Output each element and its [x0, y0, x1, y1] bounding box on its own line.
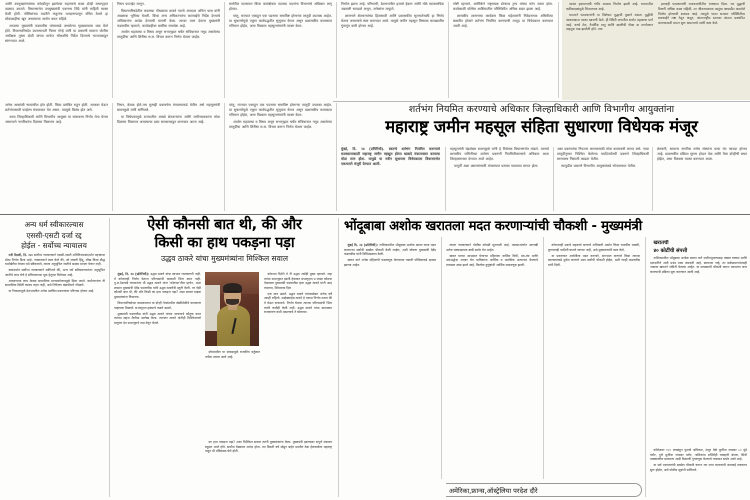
paragraph: आपल्या मुख्यमंत्री फडणवीस यांच्याकडे असलेल्या गृहखात्यावर जळ केले होते. विधानपरिषदेत उपसभापती निलम गोऱ्हे यांनी या प्रकरणी सातारा पोलीस अधीक्षक तुषार दोशी यांच्या मार्फत चौकशीचे निर्देश दिल्याचे भाजपाकडून सांगण्यात आले. [5, 23, 108, 43]
column-divider [652, 147, 653, 211]
lead-body-column [450, 147, 549, 211]
column-divider [448, 2, 449, 98]
headline-line: किसी का हाथ पकड़ना पड़ा [154, 235, 295, 251]
paragraph: आयोग महत्वाचा व विषय असून सभागृहात चर्चेत संविधानात नमूद असलेल्या तरतुदींचा आणि शिरीषा स.स. विचार करून निर्णय घेतला जाईल. [229, 119, 332, 129]
headline-line: अन्य धर्म स्वीकारल्यास [24, 220, 84, 229]
paragraph: या सर्व मालमत्तांची सखोल चौकशी करून त्या जप्त करण्याची कारवाई लवकरच सुरू होईल, असे पोलीस सूत्रांनी सांगितले. [650, 463, 747, 472]
paragraph: दोघांमधील या संवादामुळे राजकीय वर्तुळात चर्चेला उधाण आले आहे. [205, 350, 260, 359]
paragraph: त्यापुढील प्रकरणे विभागीय आयुक्तांकडे सोपवण्यात येतील. [561, 163, 637, 168]
sc-st-body-column [5, 253, 105, 497]
sc-st-story-headline-block [4, 220, 104, 252]
paragraph: मुंबई, दि. २४ (प्रतिनिधी). स्वतःचे शर्तभंग नियमित करण्याचे कामकाजासाठी महाराष्ट्र जमीन महसूल होत्या खासदे मंत्रालयावर कामाचा मोठा ताण होता. यामुळे या नवीन सुधारणा विधेयकाला विधानसभेत एकमताने मंजुरी देण्यात आली. [341, 147, 440, 166]
paragraph: परंतु, राज्यात एकाहून एक पदनामा समाविष्ट होणाऱ्या तरतुदी उपलब्ध आहेत. या सुधारणेमुळे एकूण कार्यपद्धतीत सुसूत्रता येणार असून प्रशासकीय कामकाज गतिमान होईल, असा विश्वास महसूलमंत्र्यांनी व्यक्त केला. [229, 13, 332, 28]
lead-body-column [557, 147, 649, 211]
boxed-subhead-text: अमेरिका,फ्रान्स,ऑस्ट्रेलिया परदेश दौरे [449, 487, 538, 495]
paragraph: परंतु, राज्यात एकाहून एक पदनामा समाविष्ट होणाऱ्या तरतुदी उपलब्ध आहेत. या सुधारणेमुळे एकूण कार्यपद्धतीत सुसूत्रता येणार असून प्रशासकीय कामकाज गतिमान होईल, असा विश्वास महसूलमंत्र्यांनी व्यक्त केला. [229, 103, 332, 117]
paragraph: का हाथ पकड़ना पड़ा? अशा मिश्किल सवाल त्यांनी मुख्यमंत्र्यांना केला. मुख्यमंत्री झाल्यावर संपूर्ण मंत्रालय बहुमत आले होते. सर्वांचा वेड्यावर आनंद होता. त्या दिवशी वर्ष सोडून बाहेर मदतीत ठेवा हेलकावेला महाराष्ट्र पाहून मी मंत्रिमंडळ मेले होती. [205, 440, 332, 454]
hindi-body-column [205, 440, 332, 497]
paragraph: मुंबई दि. २३ (प्रतिनिधी): नाशिकमधील भोंदूबाबा अशोक खरात याला मदत करणाऱ्या सर्वांची सखोल चौकशी केली जाईल, अशी घोषणा मुख्यमंत्री देवेंद्र फडणवीस यांनी विधिमंडळात केली. [344, 243, 436, 257]
paragraph: एक मात्र उमाते. उद्धव ठाकरे वांध्यासोबत अनेक वर्षे आम्ही राहिलो. साहेबसाहेब ठाकरे हे एकदा निर्णय ठरला की ते घेऊन टाकायचे. निर्णय घेताना त्याच्या परिणामांची चिंता त्यांनी कधीही केली नाही. उद्धव ठाकरे यांचा स्वभावात राजकारण कमी असल्याचे ते बोलतात. [264, 291, 332, 315]
paragraph: मुख्यमंत्री फडणवीस यांनी उद्धव ठाकरे यांच्या भाषणाचे कौतुक करत त्यांच्या सहज शैलीचा उल्लेख केला. त्यानंतर ठाकरे यांनीही मिश्किलपणे प्रत्युत्तर देत सभागृहाचे लक्ष वेधून घेतले. [114, 311, 201, 325]
paragraph: आता जिल्हाधिकारी आणि विभागीय आयुक्त या स्तरावरच निर्णय घेता येणार असल्याने नागरिकांना दिलासा मिळणार आहे. [5, 114, 108, 124]
column-divider [109, 218, 110, 497]
paragraph: त्याला न्यायालयाने पोलीस कोठडी सुनावली आहे. तपासाअंतर्गत आणखी अनेक धक्कादायक बाबी समोर येत आहेत. [446, 243, 538, 252]
major-section-rule [0, 214, 750, 215]
paragraph: यापूर्वी अशा प्रकरणांसाठी मंत्रालयात प्रस्ताव पाठवावा लागत होता. [454, 163, 539, 168]
column-divider [441, 237, 442, 479]
column-divider [553, 147, 554, 211]
cm-body-column [548, 243, 640, 479]
column-divider [338, 218, 339, 497]
paragraph: या निकालामुळे देशभरातील अनेक प्रलंबित प्रकरणांवर परिणाम होणार आहे. [8, 289, 95, 294]
midleft-column [5, 103, 108, 211]
paragraph: विधानपरिषदेतील कालच्या गोंधळाचा ठाकरे गटाचे आमदार अनिल परब यांनी आक्रमक भूमिका घेतली. किंवा अन्य अधिकाऱ्यांना कारवाईचे निर्देश देण्याचे अधिकारांना आदेश देण्याची मागणी केला. त्यावर उत्तर देताना मुख्यमंत्री फडणवीस म्हणाले, कार्यवाहीवर बाबींचा समावेश आहे. [117, 8, 220, 28]
tint-column [566, 2, 653, 98]
column-divider [224, 103, 225, 211]
photo-uddhav-thackeray [205, 272, 259, 346]
highlighted-box [562, 0, 750, 100]
paragraph: आणि उपमुख्यमंत्र्यांच्या कोठडीतून झालेल्या राहण्याचे काळ दोन्ही सभागृहात पडसाद उमटले. विधानसभेत उपमुख्यमंत्री एकनाथ शिंदे यांनी माहिती व्यक्त केली होती. पोलिसांच्या मदतीने मजुरांना मतदानापासून वंचित ठेवणे हा लोकशाहीचा खून असल्याचा आरोप करत राहिले. [5, 2, 108, 21]
lead-body-column [657, 147, 747, 211]
paragraph: आरक्षणाचा लाभ केवळ सामाजिक मागासलेपणामुळे दिला जातो. धर्मांतरानंतर ती सामाजिक स्थिती कायम राहत नाही, असे निरीक्षण खंडपीठाने नोंदवले. [5, 278, 105, 288]
top-column [5, 2, 108, 99]
paragraph: महसूलमंत्री चंद्रशेखर बावनकुळे यांनी हे विधेयक विधानसभेत मांडले. यामध्ये शासकीय जमिनीच्या शर्तभंग प्रकरणी नियमितीकरणाचे अधिकार आता जिल्हास्तरावर देण्यात आले आहेत. [450, 147, 549, 161]
top-news-block [0, 0, 750, 100]
rail-subhead: खरातची [653, 240, 669, 246]
paragraph: कोणत्याही प्रकारे सहकार्य करणारे अधिकारी असोत किंवा राजकीय व्यक्ती, कुणालाही पाठीशी घातले जाणार नाही, असे मुख्यमंत्र्यांनी स्पष्ट केले. [548, 243, 640, 252]
column-divider [558, 2, 559, 98]
paragraph: खरात याच्या आश्रमात येणाऱ्या महिलांना धार्मिक विधी, मंत्र-तंत्र आणि अंधश्रद्धेचा आधार घेत भाविकांना आर्थिक व मानसिक अत्याचार केल्याचे तपासात उघड झाले आहे. कित्येक कुटुंबांची आर्थिक फसवणूक झाली. [446, 253, 538, 267]
cm-right-rail [650, 240, 747, 445]
cm-body-column [344, 243, 436, 479]
cm-body-column [446, 243, 538, 479]
paragraph: निर्माण झाला आहे. परिणामी, देशभरातील हजारो हेक्टर आणि मोठे व्यावसायिक अडचणी सापडले असून, अनेकांना ताफुले. [341, 2, 444, 11]
midleft-column [117, 103, 220, 211]
paragraph: शासकीय शासनाचा कार्यक्रम किंवा महेश्वरांनी निवेदनाच्या अधिमीत्या बाबतीत होणारे शर्तभंग नियमित करण्याची तरतूद या विधेयकात करण्यात आली आहे. [453, 13, 553, 28]
paragraph: खरात याने अनेक महिलांची फसवणूक केल्याच्या तक्रारी पोलिसांकडे दाखल झाल्या आहेत. [344, 258, 436, 267]
paragraph: नाशिकमधील भोंदूबाबा अशोक खरात याने जमीनजुमल्यासह तब्बल रक्कम आणि दागदागिने अशी प्रचंड माया जमवली आहे. स्वतःच्या नव्हे, तर सर्वसामान्यांच्याही नावावर खरातने जमिनी घेतल्या आहेत. या सगळ्याची चौकशी करून मालमत्ता जप्त करण्याची प्रक्रिया सुरू करण्यात आली आहे. [650, 255, 747, 274]
paragraph: शासनाने शेतकऱ्यांच्या हितासाठी आणि प्रशासकीय सुलभतेसाठी हा निर्णय घेतला असल्याचे स्पष्ट करण्यात आले. यामुळे जमीन महसूल विषयक कायद्यातील गुंतागुंत कमी होणार आहे. [341, 13, 444, 28]
paragraph: विधानपरिषदेच्या कामकाजात या दोन्ही नेत्यांमधील खेळीमेळीचे वातावरण पाहायला मिळाले. सभागृहात हास्याचे फवारे उडाले. [114, 300, 201, 310]
paragraph: निधन, केवळ होते-तच मुत्सद्दी प्रकारचेच मंत्रालयाकडे येतील असे महसूलमंत्री बावनकुळे यांनी सांगितले. [117, 103, 220, 112]
top-column [453, 2, 553, 99]
lead-headline: महाराष्ट्र जमीन महसूल संहिता सुधारणा विधेयक मंजूर [385, 117, 698, 136]
column-divider [112, 103, 113, 211]
cm-headline: भोंदूबाबा अशोक खरातला मदत करणाऱ्यांची चौकशी - मुख्यमंत्री [344, 219, 642, 234]
paragraph: या प्रकरणात आरोपीला मदत करणारे, संगनमत करणारे किंवा त्याच्या कारवायांकडे दुर्लक्ष करणारे अशा सर्वांची चौकशी होईल, अशी ग्वाही फडणवीस यांनी दिली. [548, 253, 640, 267]
column-divider [112, 2, 113, 98]
lead-kicker: शर्तभंग नियमित करण्याचे अधिकार जिल्हाधिकारी आणि विभागीय आयुक्तांना [408, 104, 675, 115]
paragraph: इराणही पंतप्रधानांनी राजकारणीतील भाषणात दिला. जर युद्धाची ठिणगी अधिक काळ राहिली, तर जीवनावश्यक वस्तूंचा आघाडीत असलेले निर्माण होण्याची शक्यता आहे. त्यामुळे भारत सरकार परिस्थितीवर बारकाईने लक्ष ठेवून असून, आंतरराष्ट्रीय स्तरावर शांतता प्रस्थापित करण्यासाठी प्रयत्न सुरू असल्याचे त्यांनी स्पष्ट केले. [658, 2, 745, 26]
midleft-column [229, 103, 332, 211]
headline-line: ऐसी कौनसी बात थी, की और [147, 217, 302, 233]
paragraph: आयोग महत्वाचा व विषय असून सभागृहात चर्चेत संविधानात नमूद असलेल्या तरतुदींचा आणि शिरीषा स.स. विचार करून निर्णय घेतला जाईल. [117, 30, 220, 40]
cm-story-headline-block [344, 218, 750, 235]
top-column [341, 2, 444, 99]
lead-body-column [341, 147, 440, 211]
paragraph: या विधेयकामुळे राज्यातील लाखो शेतकऱ्यांना आणि जमीनधारकांना मोठा दिलासा मिळणार असल्याचा दावा सरकारकडून करण्यात आला आहे. [117, 114, 220, 124]
paragraph: समोरील पाटसरात किंवा कार्यक्षेत्रात पदाच्या पदनांना विभागांचे अधिकार लागू होतात. [229, 2, 332, 11]
lead-story-headline-block [333, 104, 750, 137]
paragraph: अनेक आकांक्षी न्यायाधीश होत होती. किंवा प्रलंबित राहून होती. आजवर घेऊन शर्तभंगासाठी फाईल्स मंत्रालयात येत असत. त्यामुळे विलंब होत असे. [5, 103, 108, 112]
hindi-body-column [114, 272, 201, 497]
column-divider [224, 2, 225, 98]
paragraph: मुंबई, दि. २४ (प्रतिनिधी): उद्धव ठाकरे यांचा स्वभाव राजकारणी नाही. ते कोणताही निर्णय घेताना परिणामांची काळजी चिंता करत नाही. पु.ल.देशपांडे यांच्यानंतर मी उद्धव ठाकरे यांना 'कोटच्या'तील म्हणेन, अशा शब्दात मुख्यमंत्री देवेंद्र फडणवीस यांनी उद्धव ठाकरेंची स्तुती केली. तर ऐसी कौनसी बात थी, की और किसी का हाथ पकड़ना पड़ा? असा सवाल माझ्या मुख्यमंत्र्यांना विचारला. [114, 272, 201, 299]
hindi-story-headline-block [112, 216, 337, 264]
headline-line: होईल - सर्वोच्च न्यायालय [21, 241, 87, 250]
paragraph: निधन फाटाईट लागून. [117, 2, 145, 6]
paragraph: कोठच्या दिशेने ते नी उद्धव असेही मुख्य म्हणाले. राहा त्यांचा सभागृहात झाली हेकावत सभागृहात उ जास्त कोठचा ऐकावला मुख्यमंत्री फडणवीस म्हण उद्धव ठाकरे यांनी आम् त्यालाच, मिरेमाध्या दिल [264, 272, 332, 290]
column-divider [445, 147, 446, 211]
column-divider [645, 237, 646, 497]
paragraph: कॉलेजवर १०० लाखांहून फुटावे अधिकार, मंजूर वेळे मुलींचा नावावर ८० मुंडे प्लॉट, पुणे मुलींचा नावावर प्लॉट, नाशिकचा शर्मिलेही व्यवहारी बंगला, सिंधी ताळ्यावरील मालमत्ता आदी ठिकाणी गुंतवणूक केल्याचे तपासात समोर आले आहे. [650, 448, 747, 462]
paragraph: अशा प्रकरणांचा निपटारा करण्यासाठी मोठा कालावधी लागत असे. नव्या तरतुदीनुसार निश्चित केलेल्या मर्यादेपर्यंतची प्रकरणे जिल्हाधिकारी स्तरावरच निकाली काढता येतील. [557, 147, 649, 161]
paragraph: गोष्टी म्हणाले. अमेरिकेने राष्ट्राध्यक्ष डोनाल्ड ट्रम्प यांच्या फोन आला होता. कार्यकाळी पश्चिम आशियातील परिस्थितीत अधिक बदल झाला आहे. [453, 2, 553, 11]
hindi-subhead: उद्धव ठाकरे यांचा मुख्यमंत्र्यांना मिश्किल सवाल [160, 254, 289, 263]
column-divider [336, 103, 337, 211]
rail-subhead: ४० कोटींची संपत्ती [653, 247, 688, 254]
paragraph: भारताने पंतप्रधानांनी या विशेषतः युद्धाची मुळाने शांतता युद्धीची आवश्यकता व्यक्त खाजगी केले. ही स्थिती जगातील सर्वात महत्वाचा मार्ग आहे. कच्चे तेल, नैसर्गिक वायू आणि खाणीची नौका या मार्गावरून वाहतूक वाढ झालेली होते. मात्र [566, 13, 653, 32]
headline-line: एससी-एसटी दर्जा रद्द [26, 230, 82, 240]
tint-column [658, 2, 745, 98]
paragraph: यासंदर्भात सर्वोच्च न्यायालयाने सांगितले की, अन्य धर्म स्वीकारल्यानंतर अनुसूचित जातीचे लाभ घेणे हे संविधानाच्या मूळ हेतूच्या विरोधात आहे. [5, 268, 105, 277]
column-divider [543, 237, 544, 479]
boxed-subhead [446, 483, 642, 497]
paragraph: शेतकरी, सामान्य नागरिक तसेच संस्थांना याचा थेट फायदा होणार आहे. प्रशासकीय प्रक्रिया सुलभ होऊन वेळ आणि पैसा दोन्हीची बचत होईल, असा विश्वास व्यक्त करण्यात आला. [657, 147, 747, 161]
cm-right-rail-lower [650, 448, 747, 497]
top-column [117, 2, 220, 99]
column-divider [336, 2, 337, 98]
section-rule [333, 101, 750, 102]
paragraph: नवी दिल्ली, दि. २४: सर्वोच्च न्यायालयाने एससी-एसटी अधिनियमासंदर्भात महत्त्वाचा मोठा निर्णय दिला आहे. न्यायालयाने स्पष्ट केले की, जो व्यक्ती हिंदू, शीख किंवा बौद्ध धर्मांखेरीज वेगळा धर्म स्वीकारतो, त्याला अनुसूचित जातीचे सदस्य मानता येणार नाही. [5, 253, 105, 267]
top-column [229, 2, 332, 99]
paragraph: अत्यंत हवामानाची गंभीर समस्या निर्माण झाली आहे. भारतातील चक्रीवादळांमुळे चिंताजनक आहे. [566, 2, 653, 11]
